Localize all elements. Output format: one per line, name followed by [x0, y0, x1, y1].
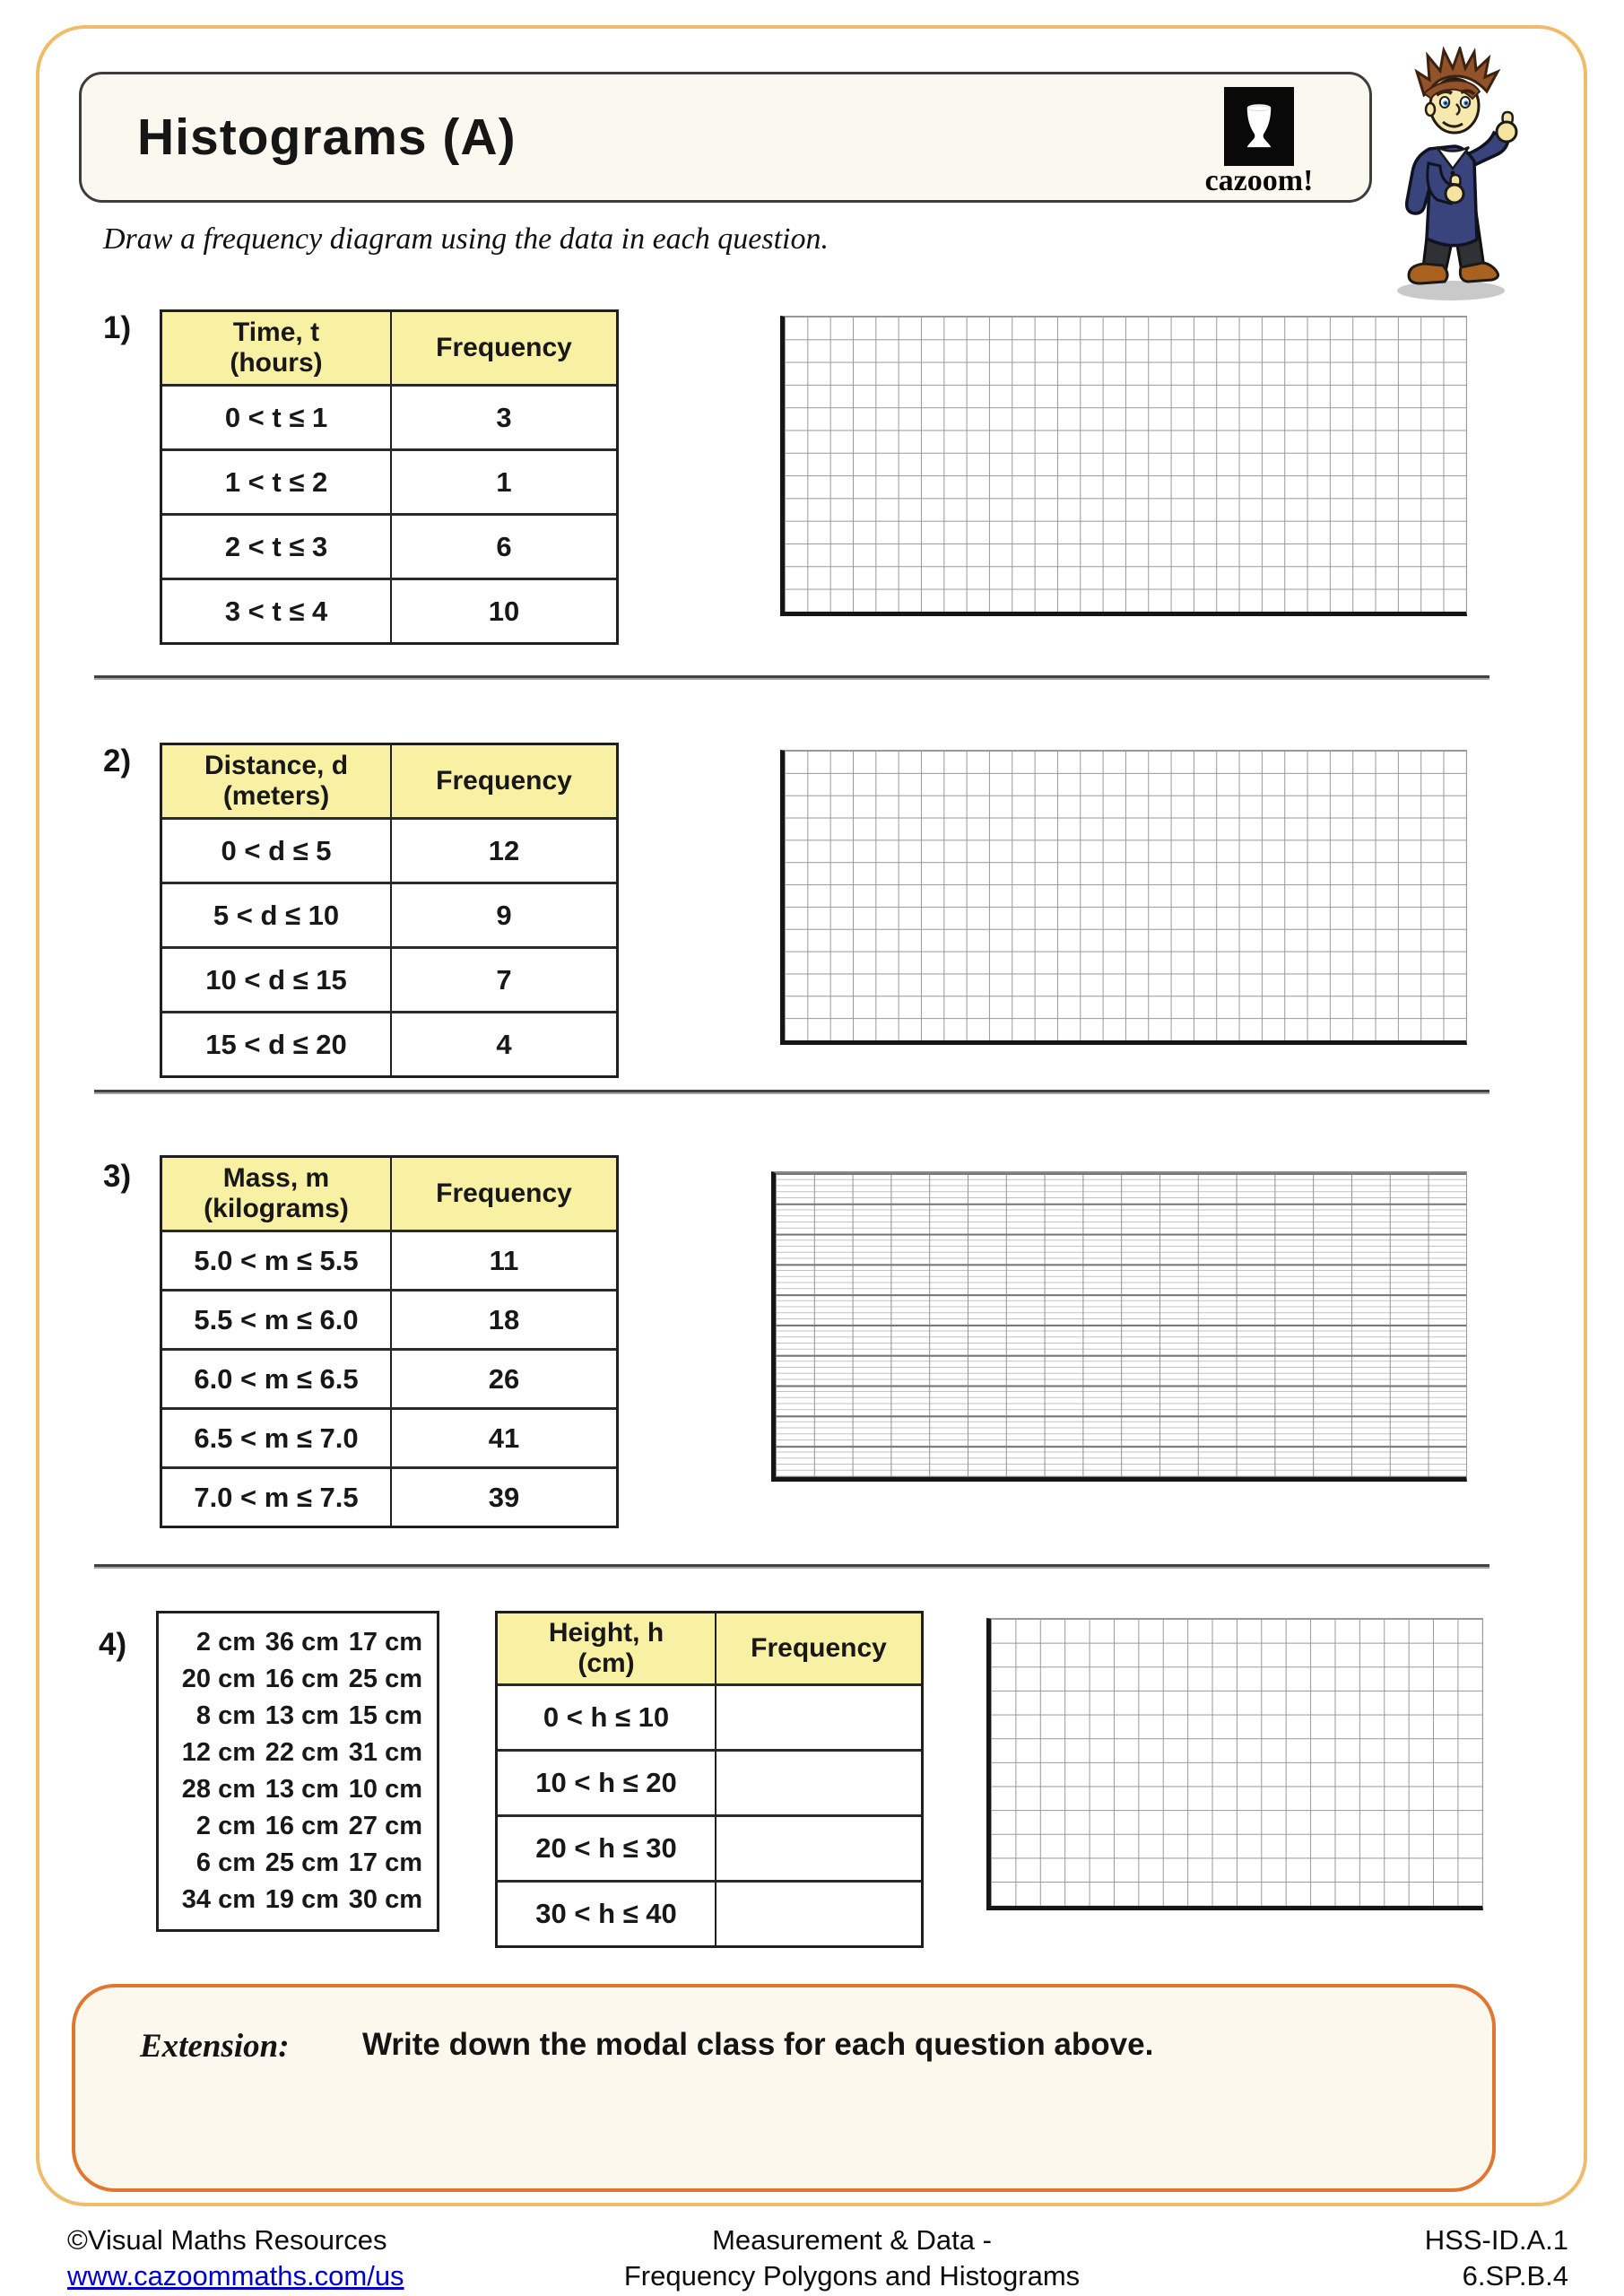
question-1-table [160, 309, 619, 645]
q1-col1-header: Time, t (hours) [162, 312, 392, 384]
footer-topic-line2: Frequency Polygons and Histograms [623, 2260, 1081, 2292]
question-4-number: 4) [99, 1627, 127, 1662]
raw-data-value: 25 cm [265, 1848, 339, 1877]
q3-class-cell: 5.0 < m ≤ 5.5 [162, 1232, 392, 1289]
q1-class-cell: 0 < t ≤ 1 [162, 387, 392, 448]
raw-data-value: 17 cm [348, 1628, 422, 1657]
q1-frequency-cell: 1 [496, 465, 512, 498]
section-divider [94, 675, 1489, 678]
q2-frequency-cell: 9 [496, 899, 512, 931]
q2-frequency-cell: 7 [496, 963, 512, 996]
question-4-table [495, 1611, 924, 1948]
q3-frequency-cell: 11 [489, 1244, 519, 1276]
cazoom-logo-icon [1224, 87, 1294, 166]
q3-class-cell: 6.5 < m ≤ 7.0 [162, 1410, 392, 1466]
raw-data-value: 20 cm [181, 1665, 256, 1693]
q1-class-cell: 1 < t ≤ 2 [162, 451, 392, 513]
q2-class-cell: 5 < d ≤ 10 [162, 884, 392, 946]
raw-data-value: 34 cm [181, 1885, 256, 1914]
raw-data-value: 6 cm [195, 1848, 256, 1877]
question-3-table [160, 1155, 619, 1528]
standard-code-2: 6.SP.B.4 [1462, 2260, 1568, 2292]
q1-class-cell: 3 < t ≤ 4 [162, 580, 392, 642]
section-divider [94, 1564, 1489, 1567]
copyright-text: ©Visual Maths Resources [67, 2224, 387, 2256]
raw-data-value: 16 cm [265, 1812, 339, 1840]
raw-data-value: 25 cm [348, 1665, 422, 1693]
q2-col1-header: Distance, d (meters) [162, 745, 392, 817]
q4-class-cell: 10 < h ≤ 20 [498, 1752, 716, 1814]
section-divider [94, 1090, 1489, 1092]
q4-frequency-blank-cell [716, 1686, 921, 1749]
raw-data-value: 22 cm [265, 1738, 339, 1767]
q1-col2-header: Frequency [436, 332, 572, 362]
raw-data-value: 27 cm [348, 1812, 422, 1840]
raw-data-value: 36 cm [265, 1628, 339, 1657]
q4-frequency-blank-cell [716, 1817, 921, 1880]
page-title: Histograms (A) [137, 109, 517, 166]
q1-class-cell: 2 < t ≤ 3 [162, 516, 392, 578]
raw-data-value: 10 cm [348, 1775, 422, 1804]
raw-data-value: 15 cm [348, 1701, 422, 1730]
extension-text: Write down the modal class for each question above. [362, 2027, 1154, 2062]
raw-data-value: 13 cm [265, 1701, 339, 1730]
raw-data-value: 13 cm [265, 1775, 339, 1804]
q3-frequency-cell: 18 [488, 1303, 520, 1335]
q3-class-cell: 7.0 < m ≤ 7.5 [162, 1469, 392, 1526]
raw-data-value: 16 cm [265, 1665, 339, 1693]
question-3-graph-grid [771, 1171, 1467, 1482]
q3-class-cell: 6.0 < m ≤ 6.5 [162, 1351, 392, 1407]
raw-data-value: 28 cm [181, 1775, 256, 1804]
raw-data-value: 31 cm [348, 1738, 422, 1767]
mascot-boy-illustration [1372, 47, 1538, 307]
q3-frequency-cell: 41 [488, 1422, 520, 1454]
raw-data-value: 2 cm [195, 1812, 256, 1840]
title-bar [79, 72, 1372, 203]
extension-box [72, 1984, 1496, 2192]
standard-code-1: HSS-ID.A.1 [1424, 2224, 1568, 2256]
cazoom-logo [1201, 87, 1317, 198]
q1-frequency-cell: 6 [496, 530, 512, 562]
instruction-text: Draw a frequency diagram using the data in each question. [103, 222, 829, 256]
q1-frequency-cell: 3 [496, 401, 512, 433]
question-2-table [160, 743, 619, 1078]
q4-class-cell: 0 < h ≤ 10 [498, 1686, 716, 1749]
website-link[interactable]: www.cazoommaths.com/us [67, 2260, 404, 2292]
question-4-raw-data-box [156, 1611, 439, 1932]
q4-col1-header: Height, h (cm) [498, 1613, 716, 1683]
q3-class-cell: 5.5 < m ≤ 6.0 [162, 1292, 392, 1348]
footer-topic-line1: Measurement & Data - [712, 2224, 992, 2256]
raw-data-value: 19 cm [265, 1885, 339, 1914]
q2-class-cell: 10 < d ≤ 15 [162, 949, 392, 1011]
q2-class-cell: 0 < d ≤ 5 [162, 820, 392, 882]
q4-class-cell: 30 < h ≤ 40 [498, 1883, 716, 1945]
q2-col2-header: Frequency [436, 765, 572, 796]
q2-class-cell: 15 < d ≤ 20 [162, 1013, 392, 1075]
raw-data-value: 8 cm [195, 1701, 256, 1730]
question-3-number: 3) [103, 1159, 132, 1194]
q4-frequency-blank-cell [716, 1752, 921, 1814]
q3-col2-header: Frequency [436, 1178, 572, 1208]
question-1-number: 1) [103, 310, 132, 345]
raw-data-value: 2 cm [195, 1628, 256, 1657]
extension-label: Extension: [140, 2028, 290, 2065]
q4-class-cell: 20 < h ≤ 30 [498, 1817, 716, 1880]
cazoom-logo-text: cazoom! [1204, 164, 1314, 197]
q4-col2-header: Frequency [751, 1632, 887, 1663]
question-2-number: 2) [103, 744, 132, 778]
raw-data-value: 12 cm [181, 1738, 256, 1767]
q2-frequency-cell: 4 [496, 1028, 512, 1060]
raw-data-value: 17 cm [348, 1848, 422, 1877]
question-1-graph-grid [780, 316, 1467, 616]
q3-frequency-cell: 26 [488, 1362, 520, 1395]
q1-frequency-cell: 10 [488, 595, 520, 627]
question-4-graph-grid [986, 1618, 1483, 1910]
question-2-graph-grid [780, 750, 1467, 1045]
q3-frequency-cell: 39 [488, 1481, 520, 1513]
q2-frequency-cell: 12 [488, 834, 520, 866]
q4-frequency-blank-cell [716, 1883, 921, 1945]
q3-col1-header: Mass, m (kilograms) [162, 1158, 392, 1230]
raw-data-value: 30 cm [348, 1885, 422, 1914]
